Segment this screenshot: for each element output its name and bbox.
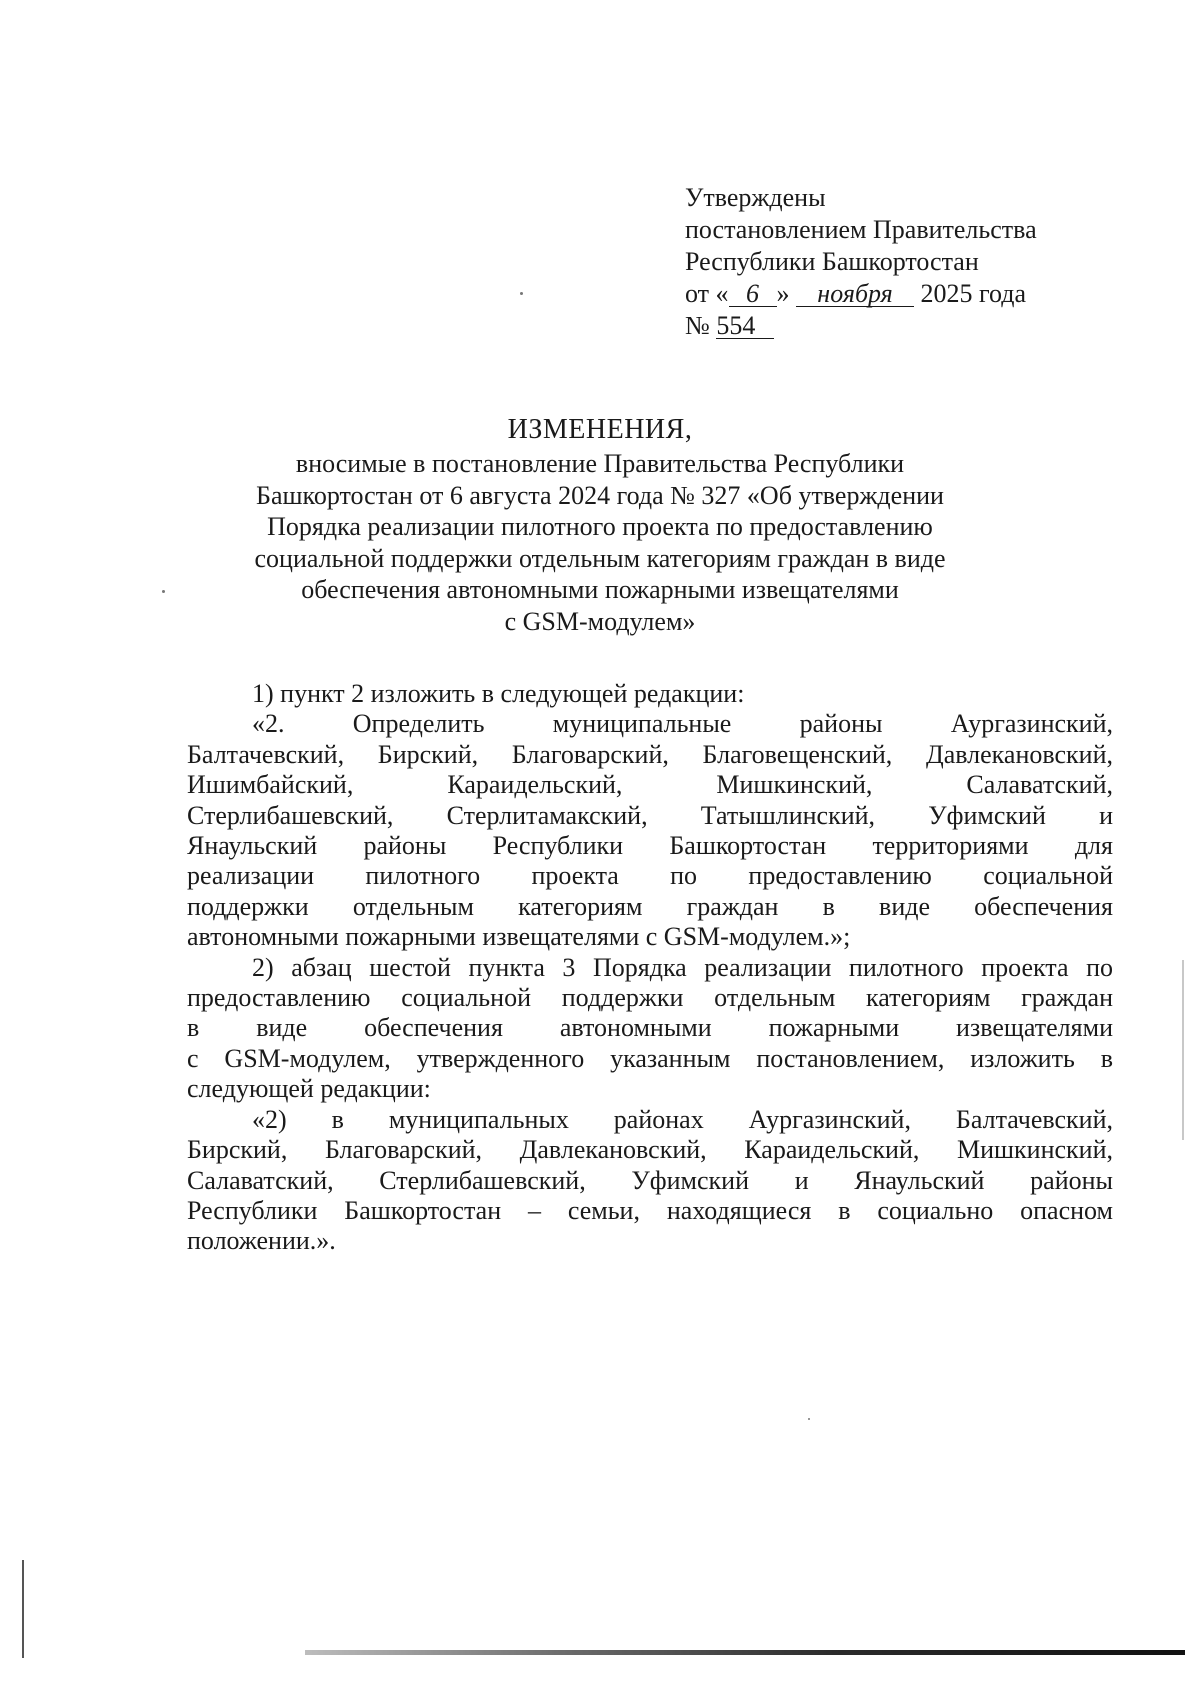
title-line: Башкортостан от 6 августа 2024 года № 327 «Об утверждении — [256, 480, 944, 510]
scan-speck — [162, 590, 165, 593]
title-line: социальной поддержки отдельным категориям граждан в виде — [254, 543, 946, 573]
body-line: 2) абзац шестой пункта 3 Порядка реализации пилотного проекта по — [252, 952, 1113, 982]
date-year: 2025 года — [920, 279, 1027, 308]
body-line: Бирский, Благоварский, Давлекановский, Караидельский, Мишкинский, — [187, 1135, 1113, 1165]
body-line: автономными пожарными извещателями с GSM-модулем.»; — [187, 922, 851, 952]
approval-date-line — [685, 278, 1037, 310]
date-month: ноября — [796, 282, 914, 307]
body-line: Стерлибашевский, Стерлитамакский, Татышлинский, Уфимский и — [187, 800, 1113, 830]
approval-line-2: постановлением Правительства — [685, 215, 1037, 244]
scan-speck — [520, 292, 523, 295]
date-mid: » — [776, 279, 790, 308]
body-line: предоставлению социальной поддержки отдельным категориям граждан — [187, 983, 1113, 1013]
document-number: 554 — [716, 314, 774, 339]
document-title — [190, 412, 1010, 637]
approval-line-1: Утверждены — [685, 183, 826, 212]
body-line: 1) пункт 2 изложить в следующей редакции: — [252, 679, 745, 708]
title-line: обеспечения автономными пожарными извещателями — [301, 575, 899, 604]
body-line: Республики Башкортостан – семьи, находящиеся в социально опасном — [187, 1195, 1113, 1225]
body-line: Ишимбайский, Караидельский, Мишкинский, Салаватский, — [187, 770, 1113, 800]
approval-line-3: Республики Башкортостан — [685, 247, 979, 276]
body-line: Салаватский, Стерлибашевский, Уфимский и Янаульский районы — [187, 1165, 1113, 1195]
scan-left-edge-line — [22, 1560, 24, 1658]
approval-number-line — [685, 310, 1037, 342]
body-line: Балтачевский, Бирский, Благоварский, Благовещенский, Давлекановский, — [187, 739, 1113, 769]
body-line: с GSM-модулем, утвержденного указанным постановлением, изложить в — [187, 1043, 1113, 1073]
title-line: Порядка реализации пилотного проекта по предоставлению — [267, 512, 933, 541]
body-line: «2) в муниципальных районах Аургазинский, Балтачевский, — [252, 1104, 1113, 1134]
body-line: положении.». — [187, 1226, 336, 1256]
body-line: в виде обеспечения автономными пожарными извещателями — [187, 1013, 1113, 1043]
body-line: реализации пилотного проекта по предоставлению социальной — [187, 861, 1113, 891]
scan-edge-shadow — [305, 1650, 1185, 1655]
title-line: вносимые в постановление Правительства Республики — [295, 449, 905, 478]
scan-right-edge-line — [1182, 960, 1184, 1140]
title-line: с GSM-модулем» — [504, 606, 696, 636]
body-line: следующей редакции: — [187, 1074, 431, 1104]
number-prefix: № — [685, 311, 710, 340]
document-body — [187, 679, 1113, 1257]
title-heading: ИЗМЕНЕНИЯ, — [507, 414, 693, 445]
body-line: «2. Определить муниципальные районы Аургазинский, — [252, 709, 1113, 739]
body-line: Янаульский районы Республики Башкортостан территориями для — [187, 831, 1113, 861]
scan-speck — [808, 1418, 810, 1420]
date-prefix: от « — [685, 279, 729, 308]
date-day: 6 — [729, 282, 777, 307]
body-line: поддержки отдельным категориям граждан в виде обеспечения — [187, 891, 1113, 921]
approval-block — [685, 182, 1037, 342]
